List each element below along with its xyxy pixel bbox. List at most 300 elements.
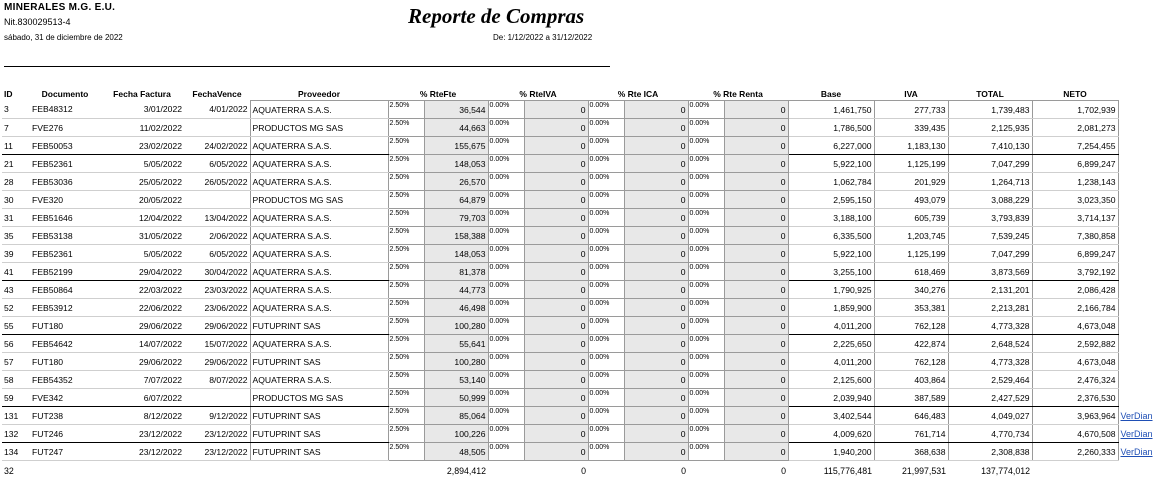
row-rtefte-value: 50,999 [424,389,488,407]
row-rteiva-value: 0 [524,443,588,461]
row-proveedor: FUTUPRINT SAS [250,353,388,371]
row-documento: FEB52361 [30,245,100,263]
row-rtefte-value: 46,498 [424,299,488,317]
row-rteiva-value: 0 [524,173,588,191]
verdian-link[interactable]: VerDian [1118,407,1160,425]
row-rterenta-pct: 0.00% [688,245,724,263]
row-rtefte-pct: 2.50% [388,137,424,155]
row-rtefte-pct: 2.50% [388,173,424,191]
row-neto: 4,670,508 [1032,425,1118,443]
row-iva: 493,079 [874,191,948,209]
table-row [2,353,1160,371]
row-proveedor: AQUATERRA S.A.S. [250,335,388,353]
row-rterenta-value: 0 [724,317,788,335]
row-fecha-factura: 23/12/2022 [100,425,184,443]
row-rtefte-pct: 2.50% [388,281,424,299]
row-base: 3,255,100 [788,263,874,281]
row-documento: FUT180 [30,317,100,335]
verdian-link [1118,227,1160,245]
row-fecha-factura: 7/07/2022 [100,371,184,389]
row-rterenta-pct: 0.00% [688,371,724,389]
row-documento: FEB51646 [30,209,100,227]
row-total: 7,539,245 [948,227,1032,245]
row-neto: 2,592,882 [1032,335,1118,353]
row-rtefte-pct: 2.50% [388,155,424,173]
row-rtefte-pct: 2.50% [388,425,424,443]
row-rterenta-value: 0 [724,335,788,353]
row-total: 2,529,464 [948,371,1032,389]
verdian-link [1118,263,1160,281]
row-neto: 4,673,048 [1032,353,1118,371]
row-rterenta-value: 0 [724,155,788,173]
row-base: 4,009,620 [788,425,874,443]
row-id: 28 [2,173,30,191]
row-rteica-pct: 0.00% [588,443,624,461]
row-id: 35 [2,227,30,245]
row-fecha-factura: 20/05/2022 [100,191,184,209]
row-total: 4,773,328 [948,353,1032,371]
row-fecha-vence: 13/04/2022 [184,209,250,227]
row-rteica-pct: 0.00% [588,407,624,425]
row-rterenta-pct: 0.00% [688,155,724,173]
row-fecha-vence: 23/03/2022 [184,281,250,299]
row-documento: FEB53036 [30,173,100,191]
col-neto: NETO [1032,88,1118,101]
row-rterenta-value: 0 [724,263,788,281]
table-row [2,209,1160,227]
row-total: 2,213,281 [948,299,1032,317]
row-proveedor: AQUATERRA S.A.S. [250,371,388,389]
row-fecha-vence: 9/12/2022 [184,407,250,425]
row-rteiva-value: 0 [524,119,588,137]
totals-row [2,461,1160,479]
row-id: 7 [2,119,30,137]
row-documento: FEB48312 [30,101,100,119]
row-proveedor: AQUATERRA S.A.S. [250,227,388,245]
row-rterenta-value: 0 [724,389,788,407]
row-fecha-vence: 6/05/2022 [184,155,250,173]
row-base: 4,011,200 [788,353,874,371]
row-documento: FEB53138 [30,227,100,245]
row-rtefte-value: 55,641 [424,335,488,353]
row-rterenta-pct: 0.00% [688,227,724,245]
row-rtefte-value: 44,773 [424,281,488,299]
row-neto: 3,963,964 [1032,407,1118,425]
row-rteiva-pct: 0.00% [488,191,524,209]
row-proveedor: PRODUCTOS MG SAS [250,191,388,209]
total-rtefte: 2,894,412 [424,461,488,479]
verdian-link [1118,389,1160,407]
row-fecha-vence [184,119,250,137]
row-id: 52 [2,299,30,317]
row-rterenta-value: 0 [724,209,788,227]
row-rterenta-value: 0 [724,407,788,425]
verdian-link [1118,281,1160,299]
row-total: 7,047,299 [948,245,1032,263]
row-base: 2,125,600 [788,371,874,389]
row-iva: 1,125,199 [874,155,948,173]
row-documento: FUT180 [30,353,100,371]
total-base: 115,776,481 [788,461,874,479]
row-rteica-pct: 0.00% [588,281,624,299]
row-fecha-vence: 29/06/2022 [184,317,250,335]
row-fecha-factura: 31/05/2022 [100,227,184,245]
row-rteiva-value: 0 [524,425,588,443]
row-fecha-vence: 30/04/2022 [184,263,250,281]
row-rteica-value: 0 [624,101,688,119]
row-neto: 2,260,333 [1032,443,1118,461]
row-rteiva-value: 0 [524,371,588,389]
row-proveedor: AQUATERRA S.A.S. [250,263,388,281]
row-total: 7,410,130 [948,137,1032,155]
row-id: 43 [2,281,30,299]
row-iva: 387,589 [874,389,948,407]
row-rteica-pct: 0.00% [588,335,624,353]
row-fecha-factura: 29/06/2022 [100,353,184,371]
row-proveedor: PRODUCTOS MG SAS [250,389,388,407]
row-rtefte-pct: 2.50% [388,317,424,335]
table-header [2,88,1160,101]
row-rteiva-pct: 0.00% [488,101,524,119]
verdian-link[interactable]: VerDian [1118,425,1160,443]
row-fecha-factura: 5/05/2022 [100,245,184,263]
row-neto: 6,899,247 [1032,245,1118,263]
verdian-link [1118,119,1160,137]
row-rteiva-pct: 0.00% [488,281,524,299]
row-fecha-factura: 5/05/2022 [100,155,184,173]
row-documento: FVE276 [30,119,100,137]
total-rteiva: 0 [524,461,588,479]
row-proveedor: AQUATERRA S.A.S. [250,281,388,299]
verdian-link [1118,299,1160,317]
row-iva: 618,469 [874,263,948,281]
row-rteica-value: 0 [624,209,688,227]
col-id: ID [2,88,30,101]
row-id: 11 [2,137,30,155]
col-iva: IVA [874,88,948,101]
row-id: 30 [2,191,30,209]
row-rteica-pct: 0.00% [588,353,624,371]
row-rteiva-value: 0 [524,245,588,263]
row-rterenta-pct: 0.00% [688,353,724,371]
report-title: Reporte de Compras [408,4,584,29]
row-rteica-value: 0 [624,353,688,371]
row-fecha-vence [184,191,250,209]
table-row [2,371,1160,389]
row-rtefte-pct: 2.50% [388,299,424,317]
row-fecha-vence: 23/06/2022 [184,299,250,317]
row-rterenta-value: 0 [724,353,788,371]
row-rteica-value: 0 [624,299,688,317]
row-id: 134 [2,443,30,461]
row-id: 21 [2,155,30,173]
verdian-link [1118,335,1160,353]
row-documento: FUT238 [30,407,100,425]
row-rteica-value: 0 [624,407,688,425]
row-documento: FEB50053 [30,137,100,155]
row-base: 5,922,100 [788,155,874,173]
row-rterenta-pct: 0.00% [688,281,724,299]
verdian-link [1118,173,1160,191]
row-base: 1,859,900 [788,299,874,317]
row-rteiva-value: 0 [524,101,588,119]
row-rterenta-value: 0 [724,101,788,119]
table-row [2,443,1160,461]
row-rtefte-pct: 2.50% [388,227,424,245]
row-iva: 368,638 [874,443,948,461]
row-neto: 3,792,192 [1032,263,1118,281]
row-base: 1,062,784 [788,173,874,191]
row-fecha-vence: 8/07/2022 [184,371,250,389]
row-base: 1,461,750 [788,101,874,119]
row-rtefte-pct: 2.50% [388,119,424,137]
company-nit: Nit.830029513-4 [4,17,71,27]
table-row [2,425,1160,443]
row-fecha-factura: 29/06/2022 [100,317,184,335]
row-iva: 762,128 [874,317,948,335]
row-total: 2,648,524 [948,335,1032,353]
row-rteica-pct: 0.00% [588,137,624,155]
row-iva: 201,929 [874,173,948,191]
row-rterenta-value: 0 [724,443,788,461]
verdian-link [1118,245,1160,263]
row-rteica-value: 0 [624,155,688,173]
row-rteiva-pct: 0.00% [488,371,524,389]
row-fecha-vence: 2/06/2022 [184,227,250,245]
row-rterenta-value: 0 [724,425,788,443]
row-rterenta-pct: 0.00% [688,119,724,137]
row-rterenta-pct: 0.00% [688,101,724,119]
row-rtefte-value: 100,226 [424,425,488,443]
row-id: 39 [2,245,30,263]
row-fecha-vence: 6/05/2022 [184,245,250,263]
row-rteiva-value: 0 [524,281,588,299]
row-rtefte-value: 36,544 [424,101,488,119]
row-rteiva-value: 0 [524,209,588,227]
row-iva: 1,183,130 [874,137,948,155]
row-total: 1,264,713 [948,173,1032,191]
table-row [2,101,1160,119]
row-rtefte-value: 148,053 [424,155,488,173]
row-rtefte-pct: 2.50% [388,209,424,227]
row-neto: 3,023,350 [1032,191,1118,209]
row-rtefte-value: 48,505 [424,443,488,461]
row-rterenta-value: 0 [724,245,788,263]
row-rtefte-value: 85,064 [424,407,488,425]
row-rteiva-value: 0 [524,191,588,209]
row-fecha-vence: 4/01/2022 [184,101,250,119]
row-rteiva-pct: 0.00% [488,263,524,281]
row-base: 2,595,150 [788,191,874,209]
row-id: 56 [2,335,30,353]
total-iva: 21,997,531 [874,461,948,479]
row-rteiva-pct: 0.00% [488,335,524,353]
row-rteiva-value: 0 [524,227,588,245]
row-documento: FEB50864 [30,281,100,299]
row-rterenta-pct: 0.00% [688,407,724,425]
row-rterenta-pct: 0.00% [688,317,724,335]
row-rteiva-pct: 0.00% [488,119,524,137]
row-rteiva-value: 0 [524,263,588,281]
row-rtefte-pct: 2.50% [388,191,424,209]
row-fecha-factura: 14/07/2022 [100,335,184,353]
row-rterenta-value: 0 [724,173,788,191]
row-rteica-pct: 0.00% [588,299,624,317]
row-fecha-vence: 15/07/2022 [184,335,250,353]
row-neto: 7,380,858 [1032,227,1118,245]
row-rteica-pct: 0.00% [588,263,624,281]
row-rteica-value: 0 [624,173,688,191]
row-proveedor: AQUATERRA S.A.S. [250,245,388,263]
total-rteica: 0 [624,461,688,479]
table-row [2,245,1160,263]
row-rteiva-value: 0 [524,335,588,353]
row-total: 1,739,483 [948,101,1032,119]
row-rteiva-pct: 0.00% [488,137,524,155]
row-fecha-factura: 8/12/2022 [100,407,184,425]
row-rtefte-pct: 2.50% [388,335,424,353]
row-base: 3,188,100 [788,209,874,227]
row-rteiva-pct: 0.00% [488,389,524,407]
row-iva: 605,739 [874,209,948,227]
col-rteica: % Rte ICA [588,88,688,101]
row-rterenta-pct: 0.00% [688,425,724,443]
col-rterenta: % Rte Renta [688,88,788,101]
row-fecha-factura: 11/02/2022 [100,119,184,137]
row-rterenta-pct: 0.00% [688,443,724,461]
row-rteiva-pct: 0.00% [488,317,524,335]
row-id: 3 [2,101,30,119]
row-proveedor: AQUATERRA S.A.S. [250,137,388,155]
row-base: 1,786,500 [788,119,874,137]
row-rterenta-value: 0 [724,299,788,317]
row-fecha-factura: 23/02/2022 [100,137,184,155]
row-iva: 1,203,745 [874,227,948,245]
row-iva: 762,128 [874,353,948,371]
row-neto: 2,166,784 [1032,299,1118,317]
row-proveedor: FUTUPRINT SAS [250,407,388,425]
row-total: 2,308,838 [948,443,1032,461]
row-total: 7,047,299 [948,155,1032,173]
row-fecha-factura: 22/03/2022 [100,281,184,299]
date-range: De: 1/12/2022 a 31/12/2022 [493,33,592,42]
row-base: 1,940,200 [788,443,874,461]
row-rteica-value: 0 [624,317,688,335]
row-rteiva-pct: 0.00% [488,245,524,263]
row-rterenta-pct: 0.00% [688,389,724,407]
row-rteica-pct: 0.00% [588,245,624,263]
row-proveedor: AQUATERRA S.A.S. [250,173,388,191]
row-iva: 646,483 [874,407,948,425]
row-documento: FVE342 [30,389,100,407]
row-base: 6,335,500 [788,227,874,245]
row-total: 2,131,201 [948,281,1032,299]
row-rteica-pct: 0.00% [588,371,624,389]
row-neto: 4,673,048 [1032,317,1118,335]
row-rterenta-pct: 0.00% [688,335,724,353]
row-rtefte-pct: 2.50% [388,353,424,371]
row-rterenta-value: 0 [724,227,788,245]
row-proveedor: AQUATERRA S.A.S. [250,209,388,227]
table-row [2,155,1160,173]
row-neto: 1,702,939 [1032,101,1118,119]
row-id: 58 [2,371,30,389]
row-rteiva-pct: 0.00% [488,443,524,461]
row-rteiva-pct: 0.00% [488,227,524,245]
row-neto: 2,081,273 [1032,119,1118,137]
row-documento: FEB53912 [30,299,100,317]
row-rteiva-pct: 0.00% [488,155,524,173]
row-documento: FEB52199 [30,263,100,281]
row-rtefte-pct: 2.50% [388,101,424,119]
row-rteica-pct: 0.00% [588,119,624,137]
row-rteica-value: 0 [624,443,688,461]
verdian-link [1118,155,1160,173]
row-rteica-value: 0 [624,191,688,209]
table-row [2,227,1160,245]
row-rtefte-value: 81,378 [424,263,488,281]
row-fecha-factura: 29/04/2022 [100,263,184,281]
row-iva: 761,714 [874,425,948,443]
row-rtefte-pct: 2.50% [388,443,424,461]
col-rtefte: % RteFte [388,88,488,101]
row-proveedor: FUTUPRINT SAS [250,425,388,443]
row-proveedor: FUTUPRINT SAS [250,317,388,335]
row-rterenta-value: 0 [724,371,788,389]
total-count: 32 [2,461,30,479]
row-total: 2,427,529 [948,389,1032,407]
row-neto: 7,254,455 [1032,137,1118,155]
row-documento: FEB54642 [30,335,100,353]
row-rteica-value: 0 [624,227,688,245]
row-iva: 1,125,199 [874,245,948,263]
row-iva: 277,733 [874,101,948,119]
row-id: 59 [2,389,30,407]
row-proveedor: AQUATERRA S.A.S. [250,101,388,119]
row-rtefte-value: 44,663 [424,119,488,137]
row-rterenta-pct: 0.00% [688,191,724,209]
row-id: 132 [2,425,30,443]
row-rterenta-pct: 0.00% [688,173,724,191]
col-fecha-factura: Fecha Factura [100,88,184,101]
row-rterenta-pct: 0.00% [688,209,724,227]
verdian-link[interactable]: VerDian [1118,443,1160,461]
row-iva: 340,276 [874,281,948,299]
verdian-link [1118,191,1160,209]
verdian-link [1118,101,1160,119]
row-fecha-vence: 23/12/2022 [184,443,250,461]
row-fecha-vence [184,389,250,407]
col-total: TOTAL [948,88,1032,101]
row-id: 55 [2,317,30,335]
row-rtefte-pct: 2.50% [388,263,424,281]
row-id: 131 [2,407,30,425]
row-rteica-pct: 0.00% [588,191,624,209]
row-rteiva-value: 0 [524,353,588,371]
row-rteica-pct: 0.00% [588,173,624,191]
verdian-link [1118,137,1160,155]
row-iva: 422,874 [874,335,948,353]
verdian-link [1118,209,1160,227]
col-rteiva: % RteIVA [488,88,588,101]
table-row [2,389,1160,407]
row-proveedor: FUTUPRINT SAS [250,443,388,461]
table-row [2,281,1160,299]
row-rteiva-value: 0 [524,389,588,407]
row-rteiva-pct: 0.00% [488,209,524,227]
row-rtefte-pct: 2.50% [388,407,424,425]
total-total: 137,774,012 [948,461,1032,479]
